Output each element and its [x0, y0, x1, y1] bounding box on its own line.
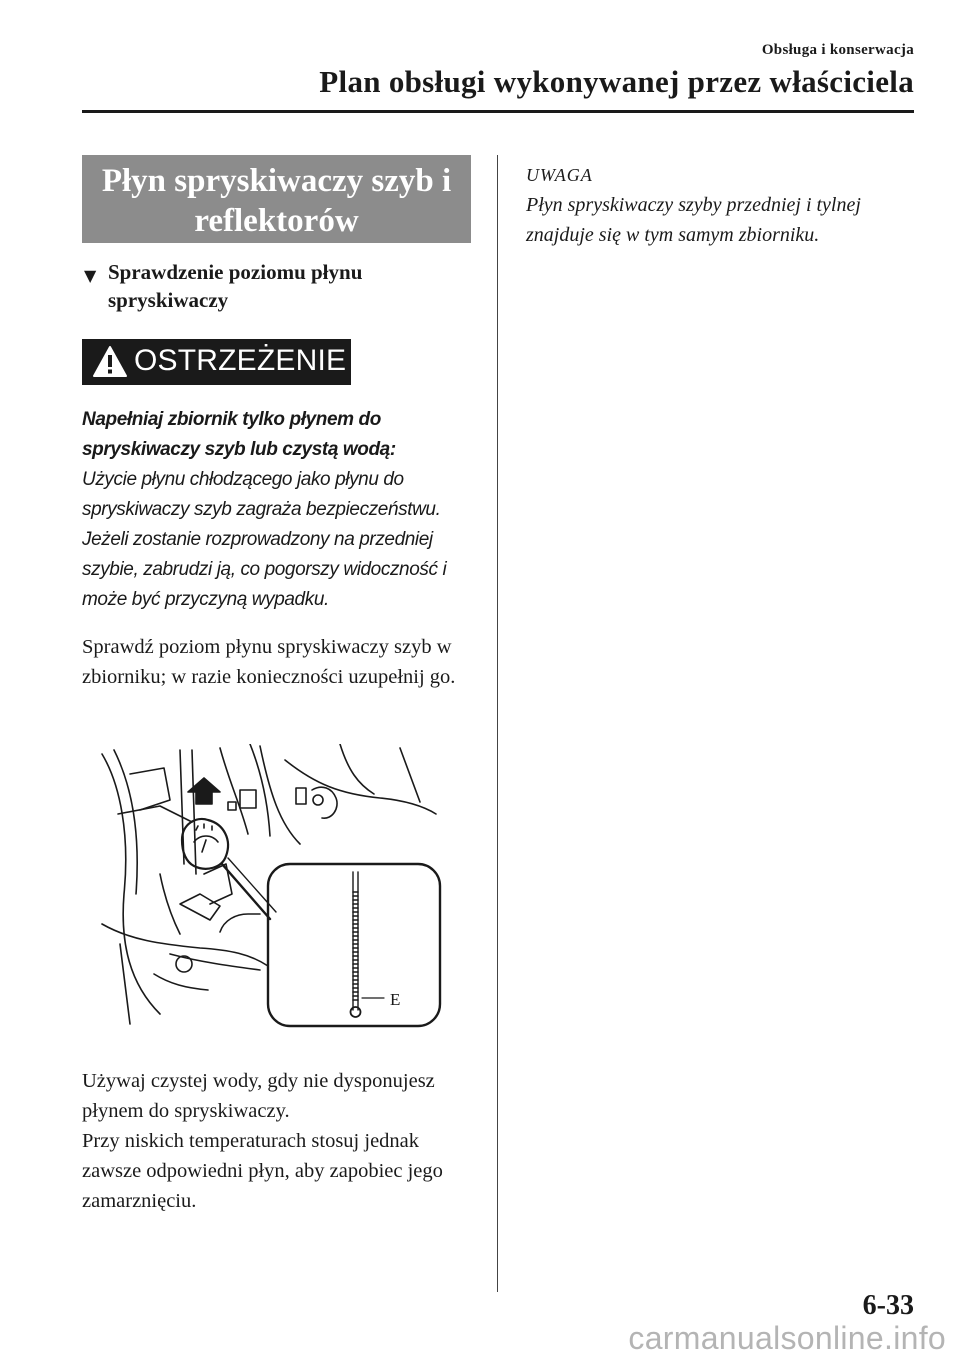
section-banner	[82, 155, 471, 243]
page-number: 6-33	[862, 1290, 914, 1321]
paragraph-fluid-advice	[82, 1066, 482, 1216]
watermark: carmanualsonline.info	[628, 1320, 946, 1356]
washer-cap-icon	[182, 819, 228, 869]
dipstick-gauge	[351, 872, 385, 1017]
header-divider	[82, 110, 914, 113]
column-divider	[497, 155, 498, 1292]
paragraph-check-level: Sprawdź poziom płynu spryskiwaczy szyb w zbiorniku; w razie konieczności uzupełnij go.	[82, 636, 456, 688]
subsection-heading: Sprawdzenie poziomu płynu spryskiwaczy	[108, 260, 363, 312]
paragraph-fluid-advice-line1: Używaj czystej wody, gdy nie dysponujesz płynem do spryskiwaczy.	[82, 1070, 435, 1122]
running-header-section: Obsługa i konserwacja	[761, 42, 914, 58]
callout-label-e: E	[390, 990, 401, 1009]
warning-tag	[82, 339, 351, 385]
section-title-line2: reflektorów	[194, 203, 359, 239]
paragraph-fluid-advice-line2: Przy niskich temperaturach stosuj jednak zawsze odpowiedni płyn, aby zapobiec jego zamarznięciu.	[82, 1130, 443, 1212]
section-title-line1: Płyn spryskiwaczy szyb i	[101, 163, 452, 199]
washer-reservoir-illustration	[100, 744, 445, 1034]
subsection-marker-icon: ▼	[84, 266, 97, 285]
note-body: Płyn spryskiwaczy szyby przedniej i tylnej znajduje się w tym samym zbiorniku.	[526, 194, 861, 246]
warning-body-text: Użycie płynu chłodzącego jako płynu do spryskiwaczy szyb zagraża bezpieczeństwu. Jeżeli zostanie rozprowadzony na przedniej szybie, zabrudzi ją, co pogorszy widoczność i może być przyczyną wypadku.	[82, 469, 447, 610]
warning-label: OSTRZEŻENIE	[134, 344, 347, 377]
warning-triangle-icon	[92, 345, 128, 379]
warning-bold-text: Napełniaj zbiornik tylko płynem do spryskiwaczy szyb lub czystą wodą:	[82, 409, 396, 460]
warning-text	[82, 405, 482, 615]
note-block	[526, 160, 916, 250]
note-label: UWAGA	[526, 165, 593, 185]
dipstick-callout-box	[268, 864, 440, 1026]
running-header-title: Plan obsługi wykonywanej przez właściciela	[319, 64, 914, 99]
